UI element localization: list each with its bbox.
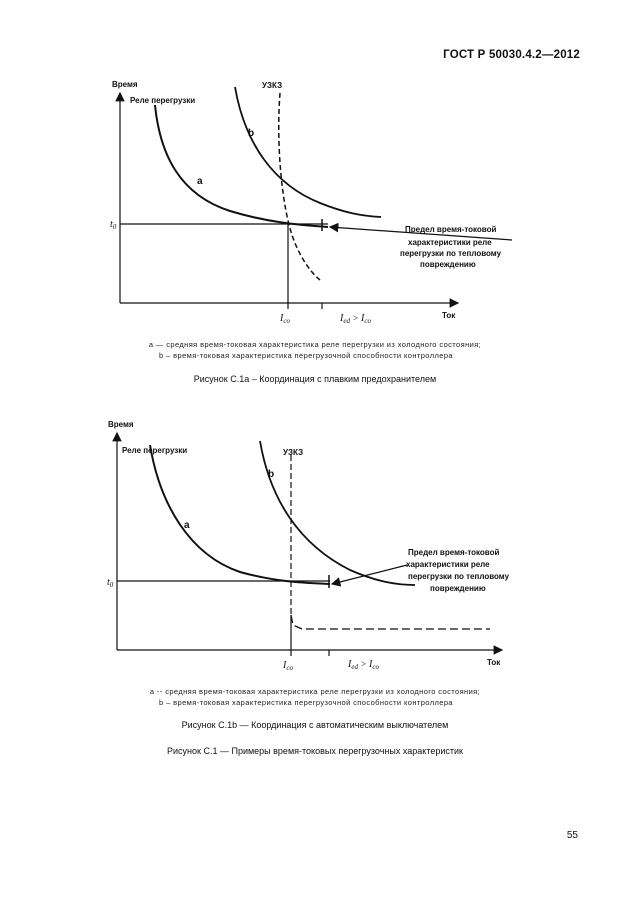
breaker-instant	[291, 615, 490, 629]
limit-text-4: повреждению	[420, 260, 476, 269]
fuse-curve	[279, 93, 320, 280]
limit-text-2: характеристики реле	[406, 560, 490, 569]
y-axis-label: Время	[108, 420, 134, 429]
ied-relation: $I_{ed} > I_{co}$	[348, 659, 379, 671]
curve-a	[150, 445, 330, 584]
t0-label: $t_0$	[110, 219, 117, 231]
legend-a-line: a -- средняя время-токовая характеристика реле перегрузки из холодного состояния;	[149, 687, 481, 696]
legend-a-line: a — средняя время-токовая характеристика реле перегрузки из холодного состояния;	[148, 340, 482, 349]
figure-b-caption: Рисунок С.1b — Координация с автоматическим выключателем	[181, 720, 449, 730]
curve-a-label: a	[197, 176, 203, 187]
ied-relation: $I_{ed} > I_{co}$	[340, 313, 371, 325]
device-label: УЗКЗ	[283, 448, 304, 457]
figure-b-diagram	[0, 415, 630, 675]
curve-b-label: b	[248, 128, 255, 139]
y-axis-label: Время	[112, 80, 138, 89]
figure-a-diagram	[0, 75, 630, 335]
curve-a	[155, 105, 328, 227]
figure-a-caption: Рисунок С.1а – Координация с плавким предохранителем	[193, 374, 437, 384]
ico-label: $I_{co}$	[280, 313, 290, 325]
limit-text-3: перегрузки по тепловому	[400, 249, 502, 258]
page-number: 55	[566, 830, 578, 841]
standard-header: ГОСТ Р 50030.4.2—2012	[443, 49, 580, 61]
legend-b-line: b – время-токовая характеристика перегрузочной способности контроллера	[159, 698, 453, 707]
figure-b-legend	[0, 686, 630, 708]
limit-text-4: повреждению	[430, 584, 486, 593]
legend-b-line: b – время-токовая характеристика перегрузочной способности контроллера	[159, 351, 453, 360]
curve-b	[235, 87, 381, 217]
device-label: УЗКЗ	[262, 81, 283, 90]
curve-b-label: b	[268, 469, 275, 480]
limit-text-1: Предел время-токовой	[408, 548, 500, 557]
curve-b	[260, 441, 415, 585]
t0-label: $t_0$	[107, 577, 114, 589]
limit-pointer	[332, 565, 407, 584]
ico-label: $I_{co}$	[283, 660, 293, 672]
limit-text-1: Предел время-токовой	[405, 225, 497, 234]
x-axis-label: Ток	[442, 311, 456, 320]
curve-a-label: a	[184, 520, 190, 531]
relay-label: Реле перегрузки	[130, 96, 196, 105]
limit-text-3: перегрузки по тепловому	[408, 572, 510, 581]
figure-a-legend	[0, 339, 630, 361]
x-axis-label: Ток	[487, 658, 501, 667]
relay-label: Реле перегрузки	[122, 446, 188, 455]
limit-text-2: характеристики реле	[408, 238, 492, 247]
figure-caption: Рисунок С.1 — Примеры время-токовых перегрузочных характеристик	[167, 746, 463, 756]
